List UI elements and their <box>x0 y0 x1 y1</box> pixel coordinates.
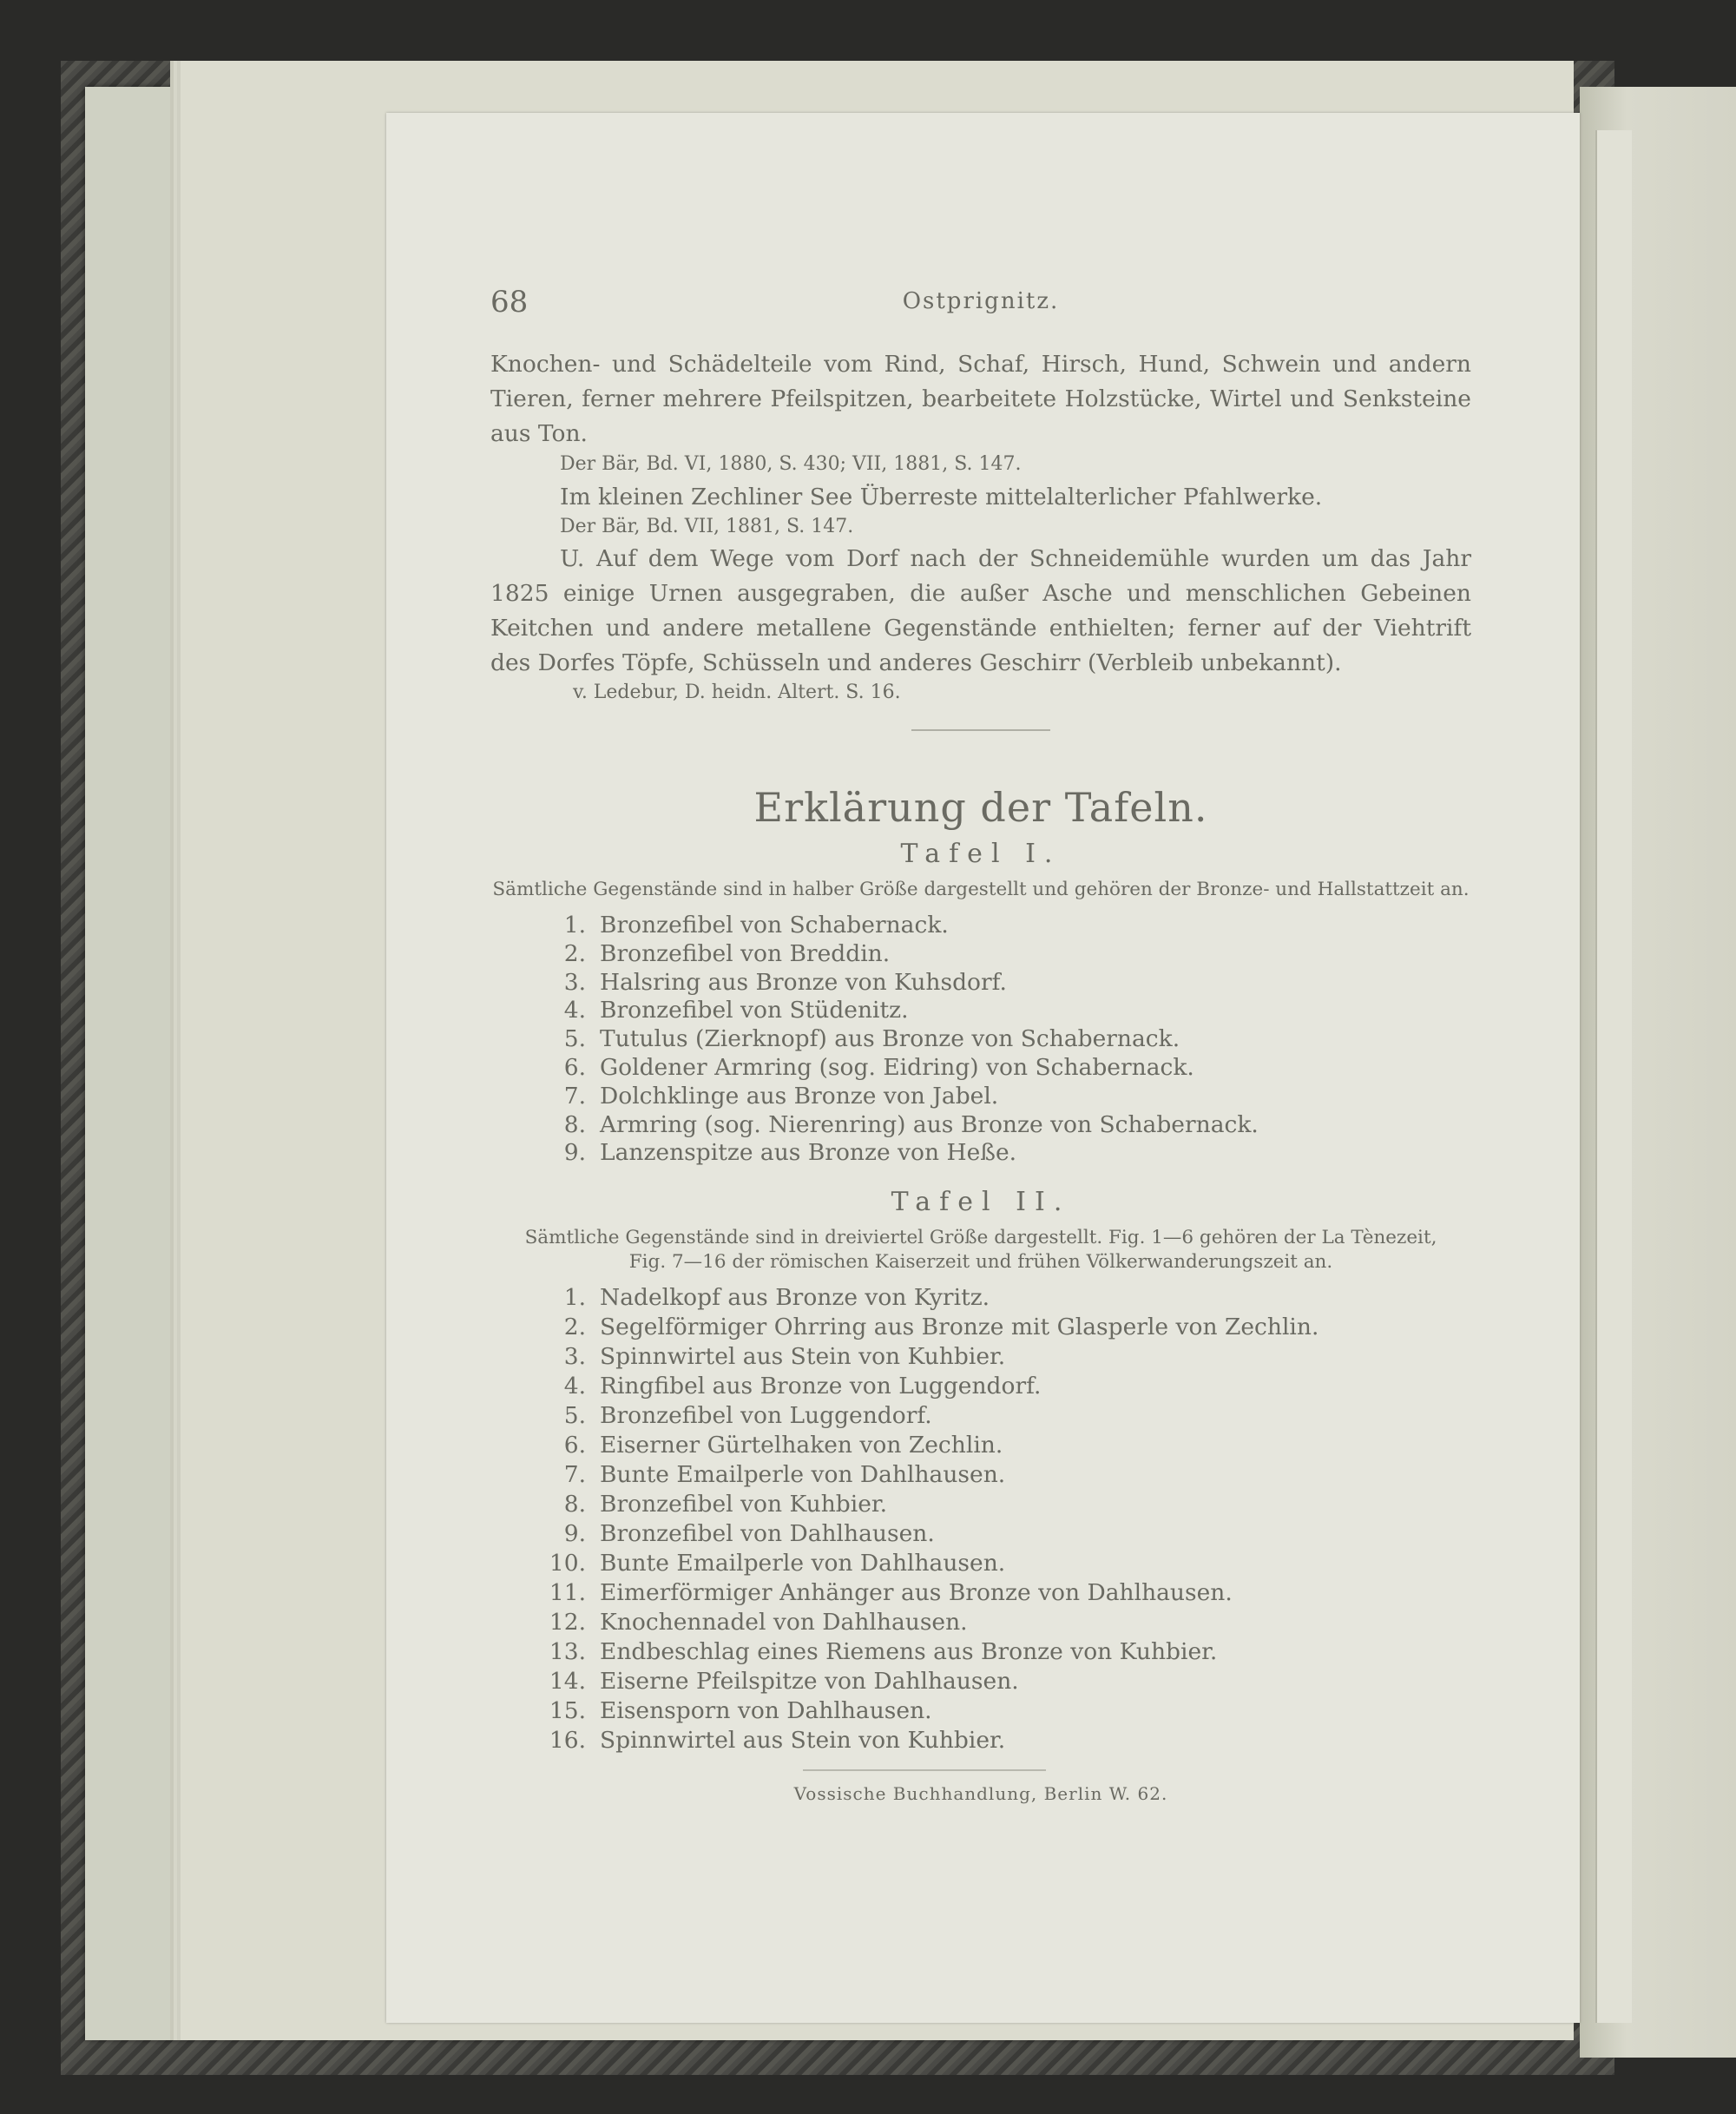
page-number: 68 <box>490 285 529 319</box>
item-number: 2. <box>563 1314 586 1340</box>
list-item <box>542 1519 1318 1549</box>
list-item <box>542 1431 1318 1460</box>
item-text: Eisensporn von Dahlhausen. <box>600 1697 932 1724</box>
item-text: Bronzefibel von Breddin. <box>600 939 891 967</box>
list-item <box>542 1696 1318 1726</box>
item-text: Armring (sog. Nierenring) aus Bronze von Schabernack. <box>600 1110 1259 1138</box>
item-text: Eiserner Gürtelhaken von Zechlin. <box>600 1432 1003 1459</box>
paragraph-zechliner-see <box>490 480 1471 515</box>
facing-page-edge <box>1595 130 1632 2023</box>
list-item <box>542 1637 1318 1667</box>
item-number: 4. <box>563 1373 586 1399</box>
continuation-text: Knochen- und Schädelteile vom Rind, Schaf, Hirsch, Hund, Schwein und andern Tieren, ferner mehrere Pfeilspitzen, bearbeitete Holzstücke, Wirtel und Senksteine aus Ton. <box>490 351 1471 447</box>
item-number: 1. <box>563 912 586 938</box>
plate-1-heading: Tafel I. <box>900 839 1062 869</box>
list-item <box>542 1667 1318 1696</box>
plate-2-note-line-2: Fig. 7—16 der römischen Kaiserzeit und frühen Völkerwanderungszeit an. <box>628 1251 1333 1273</box>
paragraph-2-text: Im kleinen Zechliner See Überreste mittelalterlicher Pfahlwerke. <box>560 484 1323 510</box>
item-number: 16. <box>549 1727 586 1754</box>
list-item <box>542 1054 1259 1083</box>
list-item <box>542 1313 1318 1342</box>
printer-imprint: Vossische Buchhandlung, Berlin W. 62. <box>793 1783 1168 1804</box>
item-number: 7. <box>563 1461 586 1488</box>
list-item <box>542 969 1259 998</box>
item-number: 13. <box>549 1638 586 1665</box>
item-text: Segelförmiger Ohrring aus Bronze mit Glasperle von Zechlin. <box>600 1314 1319 1340</box>
item-number: 15. <box>549 1697 586 1724</box>
plate-2-note-line-1: Sämtliche Gegenstände sind in dreiviertel Größe dargestellt. Fig. 1—6 gehören der La Tènezeit, <box>524 1227 1437 1248</box>
item-text: Endbeschlag eines Riemens aus Bronze von Kuhbier. <box>600 1638 1218 1665</box>
item-text: Bronzefibel von Luggendorf. <box>600 1402 932 1429</box>
paragraph-3-text: U. Auf dem Wege vom Dorf nach der Schneidemühle wurden um das Jahr 1825 einige Urnen ausgegraben, die außer Asche und menschlichen Gebeinen Keitchen und andere metallene Gegenstände enthielten; ferner auf der Viehtrift des Dorfes Töpfe, Schüsseln und anderes Geschirr (Verbleib unbekannt). <box>490 545 1471 676</box>
item-number: 12. <box>549 1609 586 1636</box>
imprint-rule <box>803 1769 1046 1771</box>
item-text: Nadelkopf aus Bronze von Kyritz. <box>600 1284 990 1311</box>
item-number: 9. <box>563 1520 586 1547</box>
item-text: Tutulus (Zierknopf) aus Bronze von Schabernack. <box>600 1025 1180 1053</box>
list-item <box>542 1726 1318 1755</box>
item-text: Spinnwirtel aus Stein von Kuhbier. <box>600 1343 1006 1370</box>
item-number: 8. <box>563 1491 586 1518</box>
item-text: Bronzefibel von Stüdenitz. <box>600 997 909 1024</box>
item-number: 8. <box>563 1110 586 1138</box>
list-item <box>542 1372 1318 1401</box>
item-text: Halsring aus Bronze von Kuhsdorf. <box>600 968 1007 996</box>
running-title: Ostprignitz. <box>902 288 1060 314</box>
item-text: Dolchklinge aus Bronze von Jabel. <box>600 1082 999 1110</box>
item-text: Knochennadel von Dahlhausen. <box>600 1609 968 1636</box>
item-number: 9. <box>563 1139 586 1167</box>
continuation-paragraph <box>490 347 1471 451</box>
item-number: 4. <box>563 997 586 1024</box>
item-number: 14. <box>549 1668 586 1695</box>
running-head <box>490 285 1471 319</box>
item-text: Eimerförmiger Anhänger aus Bronze von Dahlhausen. <box>600 1579 1233 1606</box>
list-item <box>542 997 1259 1025</box>
list-item <box>542 1401 1318 1431</box>
list-item <box>542 1111 1259 1140</box>
item-number: 6. <box>563 1053 586 1081</box>
plate-2-heading: Tafel II. <box>891 1187 1071 1217</box>
list-item <box>542 1139 1259 1168</box>
plate-1-note: Sämtliche Gegenstände sind in halber Größe dargestellt und gehören der Bronze- und Hallstattzeit an. <box>492 879 1470 900</box>
list-item <box>542 1578 1318 1608</box>
section-divider <box>911 729 1050 731</box>
item-text: Bronzefibel von Kuhbier. <box>600 1491 888 1518</box>
item-text: Lanzenspitze aus Bronze von Heße. <box>600 1139 1017 1167</box>
list-item <box>542 1490 1318 1519</box>
item-text: Bronzefibel von Schabernack. <box>600 912 949 938</box>
plate-1-list <box>542 912 1259 1168</box>
citation-2: Der Bär, Bd. VII, 1881, S. 147. <box>560 516 854 537</box>
list-item <box>542 1025 1259 1054</box>
list-item <box>542 1083 1259 1111</box>
item-text: Bunte Emailperle von Dahlhausen. <box>600 1550 1006 1577</box>
item-number: 6. <box>563 1432 586 1459</box>
item-number: 5. <box>563 1402 586 1429</box>
paragraph-urnen <box>490 542 1471 681</box>
plate-2-list <box>542 1283 1318 1755</box>
list-item <box>542 1460 1318 1490</box>
list-item <box>542 1342 1318 1372</box>
list-item <box>542 1608 1318 1637</box>
item-number: 3. <box>563 968 586 996</box>
item-text: Bunte Emailperle von Dahlhausen. <box>600 1461 1006 1488</box>
item-number: 10. <box>549 1550 586 1577</box>
item-text: Bronzefibel von Dahlhausen. <box>600 1520 935 1547</box>
list-item <box>542 940 1259 969</box>
item-number: 3. <box>563 1343 586 1370</box>
item-text: Goldener Armring (sog. Eidring) von Schabernack. <box>600 1053 1194 1081</box>
item-text: Ringfibel aus Bronze von Luggendorf. <box>600 1373 1042 1399</box>
list-item <box>542 912 1259 940</box>
item-number: 5. <box>563 1025 586 1053</box>
item-number: 1. <box>563 1284 586 1311</box>
list-item <box>542 1283 1318 1313</box>
list-item <box>542 1549 1318 1578</box>
item-text: Spinnwirtel aus Stein von Kuhbier. <box>600 1727 1006 1754</box>
item-number: 11. <box>549 1579 586 1606</box>
citation-3: v. Ledebur, D. heidn. Altert. S. 16. <box>573 682 901 703</box>
item-number: 2. <box>563 939 586 967</box>
section-title: Erklärung der Tafeln. <box>753 784 1208 831</box>
citation-1: Der Bär, Bd. VI, 1880, S. 430; VII, 1881, S. 147. <box>560 453 1022 475</box>
item-number: 7. <box>563 1082 586 1110</box>
item-text: Eiserne Pfeilspitze von Dahlhausen. <box>600 1668 1019 1695</box>
